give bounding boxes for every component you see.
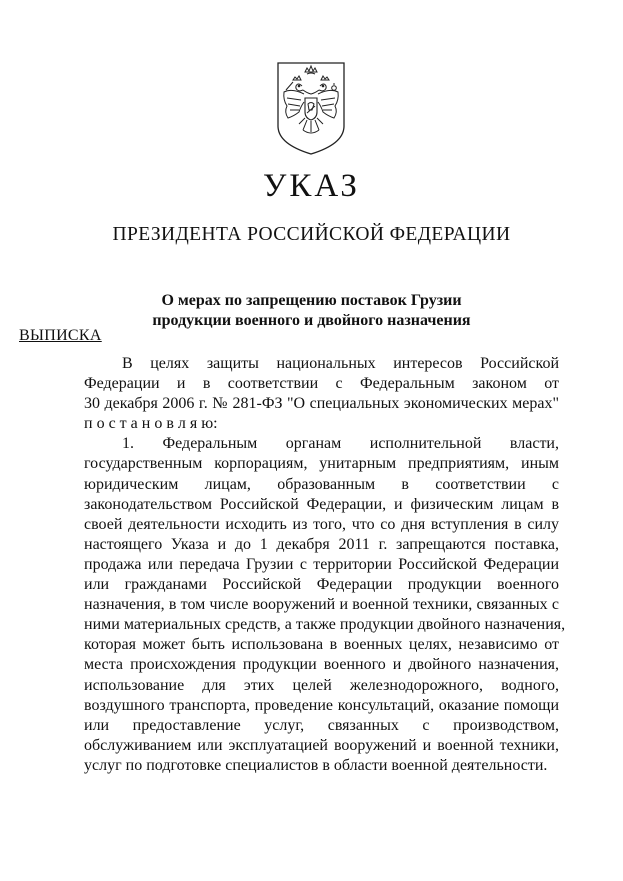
extract-label: ВЫПИСКА xyxy=(19,327,102,344)
russian-coat-of-arms-icon xyxy=(274,60,348,156)
text-line: воздушного транспорта, проведение консультаций, оказание помощи xyxy=(84,696,559,714)
text-line: услуг по подготовке специалистов в области военной деятельности. xyxy=(84,756,548,774)
text-line: места происхождения продукции военного и двойного назначения, xyxy=(84,656,559,674)
text-line: настоящего Указа и до 1 декабря 2011 г. запрещаются поставка, xyxy=(84,535,559,553)
document-heading xyxy=(0,291,623,331)
text-line: своей деятельности исходить из того, что со дня вступления в силу xyxy=(84,515,559,533)
text-line: обслуживанием или эксплуатацией вооружений и военной техники, xyxy=(84,736,559,754)
text-line: ними материальных средств, а также продукции двойного назначения, xyxy=(84,616,566,634)
document-body xyxy=(84,354,566,776)
text-line: государственным корпорациям, унитарным предприятиям, иным xyxy=(84,455,559,473)
text-line: законодательством Российской Федерации, и физическим лицам в xyxy=(84,495,559,513)
text-line: Федерации и в соответствии с Федеральным законом от xyxy=(84,375,559,393)
document-title: УКАЗ xyxy=(263,168,360,204)
text-line: юридическим лицам, образованным в соответствии с xyxy=(84,475,559,493)
text-line: В целях защиты национальных интересов Российской xyxy=(122,355,559,372)
text-line: назначения, в том числе вооружений и военной техники, связанных с xyxy=(84,596,559,614)
preamble-paragraph xyxy=(84,354,559,434)
text-line: продажа или передача Грузии с территории Российской Федерации xyxy=(84,555,559,573)
text-line: или предоставление услуг, связанных с производством, xyxy=(84,716,559,734)
document-subtitle: ПРЕЗИДЕНТА РОССИЙСКОЙ ФЕДЕРАЦИИ xyxy=(112,224,511,245)
text-line: п о с т а н о в л я ю: xyxy=(84,415,218,433)
heading-line: О мерах по запрещению поставок Грузии xyxy=(161,292,462,309)
text-line: которая может быть использована в военных целях, независимо от xyxy=(84,636,559,654)
item-1-paragraph xyxy=(84,434,566,776)
heading-line: продукции военного и двойного назначения xyxy=(152,312,471,329)
text-line: 1. Федеральным органам исполнительной власти, xyxy=(122,435,559,453)
text-line: или гражданами Российской Федерации продукции военного xyxy=(84,576,559,594)
text-line: использование для этих целей железнодорожного, водного, xyxy=(84,676,559,694)
text-line: 30 декабря 2006 г. № 281-ФЗ "О специальных экономических мерах" xyxy=(84,395,559,413)
